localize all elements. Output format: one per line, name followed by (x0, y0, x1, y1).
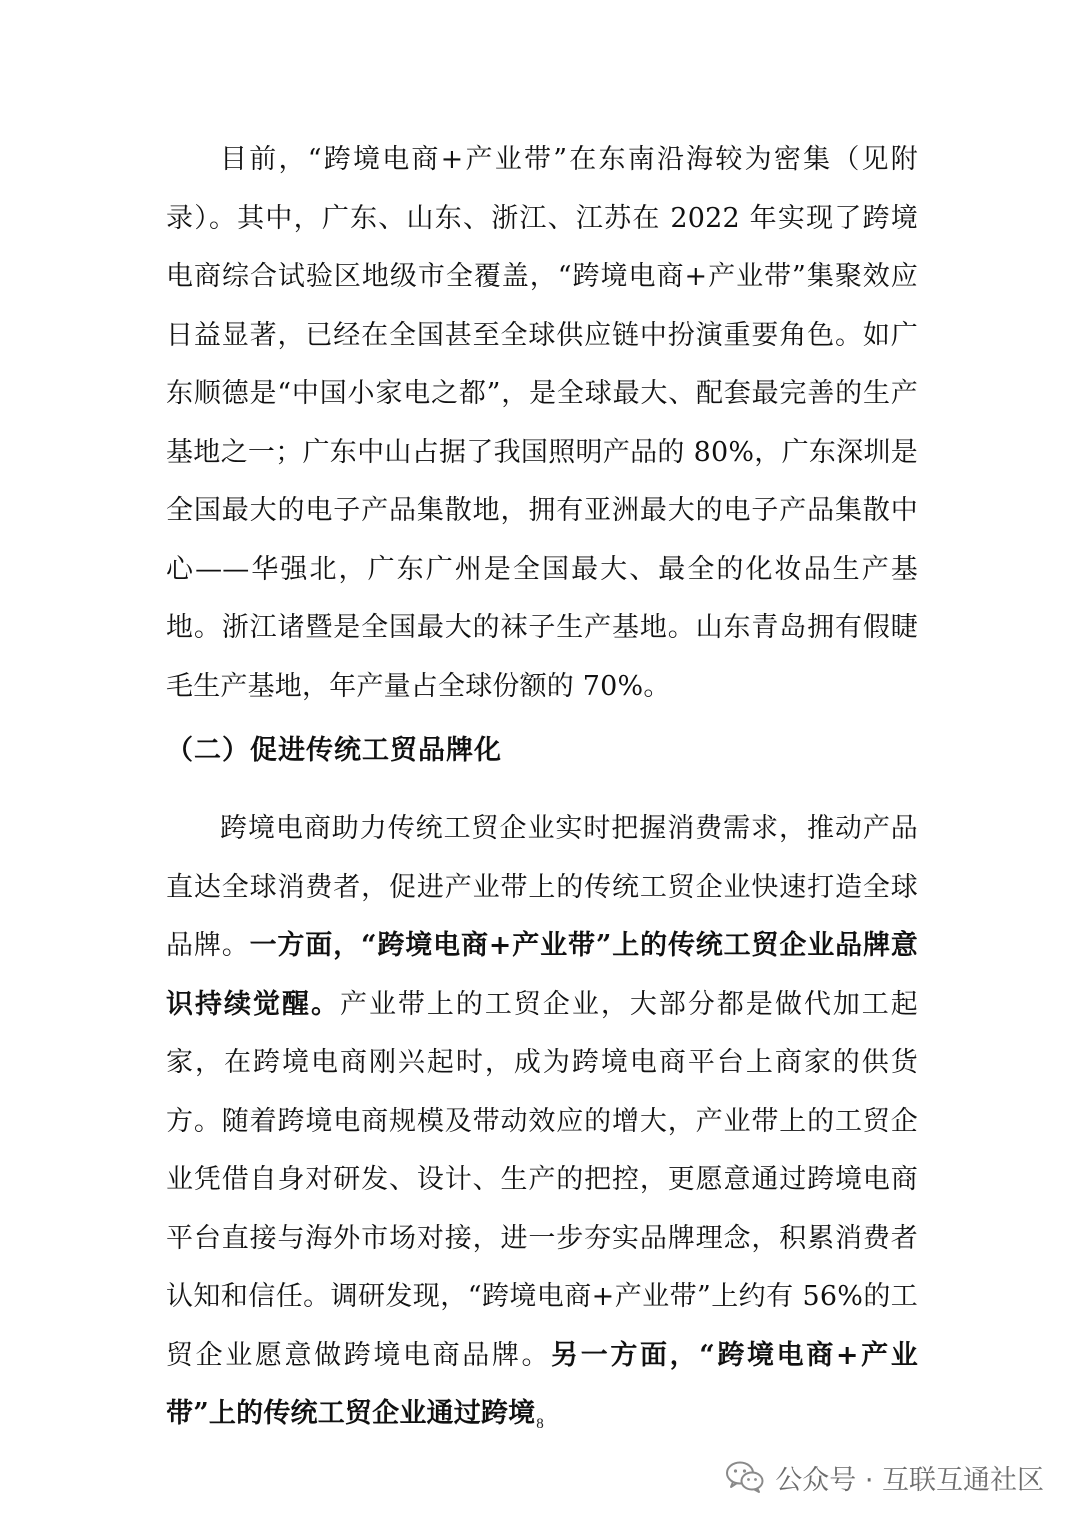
section-heading: （二）促进传统工贸品牌化 (166, 735, 502, 766)
page-number: 8 (536, 1416, 544, 1432)
wechat-icon (725, 1460, 765, 1494)
paragraph-2-bold-1: 一方面，“跨境电商+产业带”上的传统工贸企业品牌意识持续觉醒。 (166, 930, 918, 1020)
paragraph-2-intro: 跨境电商助力传统工贸企业实时把握消费需求，推动产品直达全球消费者，促进产业带上的传统工贸企业快速打造全球品牌。 (166, 813, 918, 961)
body-paragraph-2 (166, 800, 918, 1444)
body-paragraph-1: 目前，“跨境电商+产业带”在东南沿海较为密集（见附录）。其中，广东、山东、浙江、江苏在 2022 年实现了跨境电商综合试验区地级市全覆盖，“跨境电商+产业带”集聚效应日益显著，已经在全国甚至全球供应链中扮演重要角色。如广东顺德是“中国小家电之都”，是全球最大、配套最完善的生产基地之一；广东中山占据了我国照明产品的 80%，广东深圳是全国最大的电子产品集散地，拥有亚洲最大的电子产品集散中心——华强北，广东广州是全国最大、最全的化妆品生产基地。浙江诸暨是全国最大的袜子生产基地。山东青岛拥有假睫毛生产基地，年产量占全球份额的 70%。 (166, 144, 918, 702)
paragraph-2-bold-2: 另一方面，“跨境电商+产业带”上的传统工贸企业通过跨境 (166, 1339, 918, 1429)
watermark-text: 公众号 · 互联互通社区 (775, 1464, 1044, 1496)
paragraph-2-body: 产业带上的工贸企业，大部分都是做代加工起家，在跨境电商刚兴起时，成为跨境电商平台上商家的供货方。随着跨境电商规模及带动效应的增大，产业带上的工贸企业凭借自身对研发、设计、生产的把控，更愿意通过跨境电商平台直接与海外市场对接，进一步夯实品牌理念，积累消费者认知和信任。调研发现，“跨境电商+产业带”上约有 56%的工贸企业愿意做跨境电商品牌。 (166, 988, 918, 1371)
watermark (725, 1454, 1044, 1500)
